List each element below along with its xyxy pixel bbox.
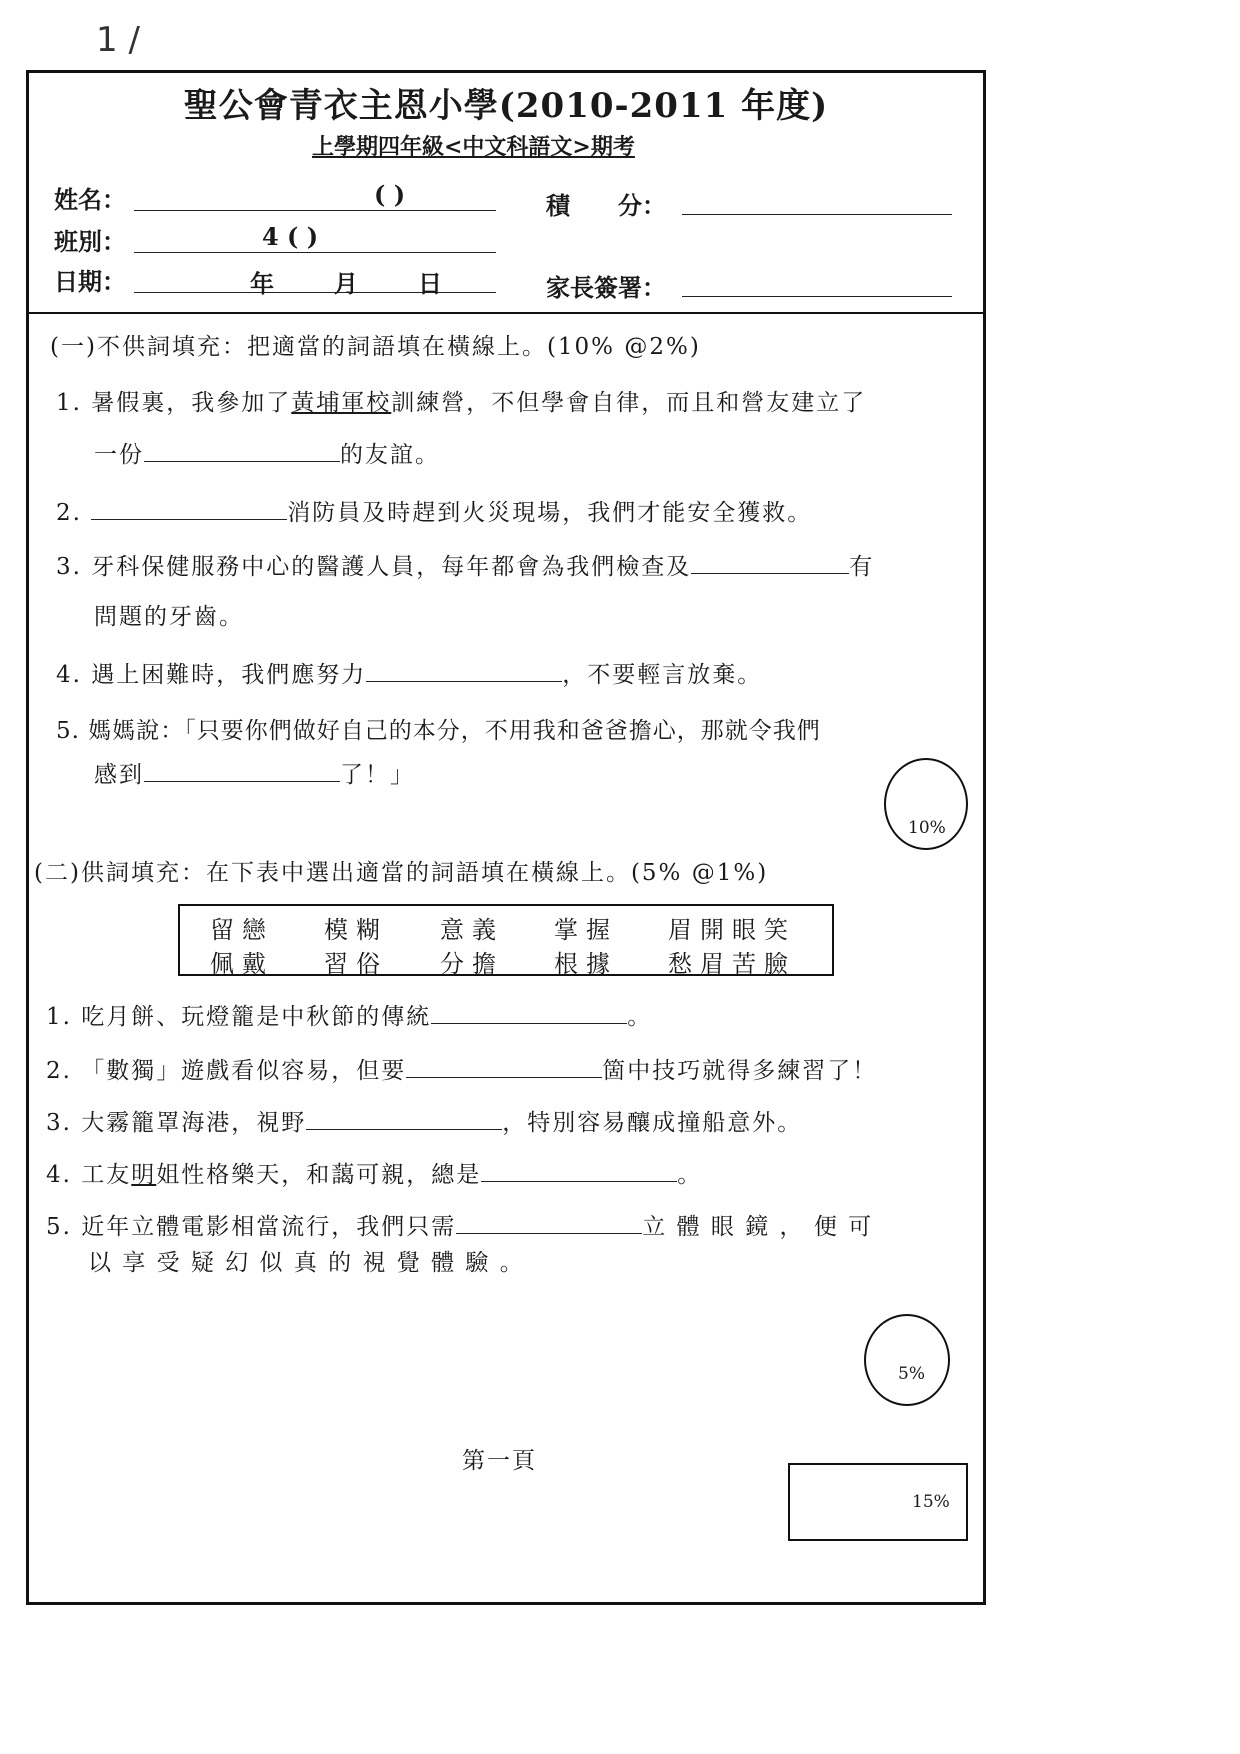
word-bank-item: 意義 (440, 916, 504, 944)
s1-q1-text-b: 訓練營，不但學會自律，而且和營友建立了 (391, 390, 867, 416)
parent-signature-field[interactable] (682, 296, 952, 297)
name-number-paren: ( ) (374, 180, 406, 209)
class-label: 班別： (54, 227, 126, 256)
exam-title: 上學期四年級<中文科語文>期考 (312, 134, 635, 160)
word-bank-item: 眉開眼笑 (668, 916, 796, 944)
word-bank-item: 根據 (554, 950, 618, 978)
word-bank-item: 留戀 (210, 916, 274, 944)
word-bank-item: 分擔 (440, 950, 504, 978)
s2-q3-text-b: ，特別容易釀成撞船意外。 (502, 1110, 803, 1136)
s1-q2-text-a: 消防員及時趕到火災現場，我們才能安全獲救。 (287, 500, 813, 526)
s1-q1-text-c: 一份 (94, 442, 144, 468)
s1-q5-blank[interactable] (144, 761, 340, 782)
s2-q5-number: 5. (46, 1214, 72, 1240)
section1-score: 10% (908, 818, 946, 838)
section2-heading: (二)供詞填充：在下表中選出適當的詞語填在橫線上。(5% @1%) (34, 860, 769, 886)
class-value: 4 ( ) (262, 222, 319, 251)
score-label: 積 分： (546, 191, 666, 220)
s1-q1-text-d: 的友誼。 (340, 442, 440, 468)
s1-q2-blank[interactable] (91, 499, 287, 520)
s1-q5-text-c: 了！」 (340, 762, 415, 788)
s2-q5-text-a: 近年立體電影相當流行，我們只需 (81, 1214, 457, 1240)
s2-q3-number: 3. (46, 1110, 72, 1136)
date-year: 年 (250, 269, 274, 298)
s2-q5-text-b: 立 體 眼 鏡 ， 便 可 (642, 1214, 874, 1240)
s1-q3-text-b: 有 (849, 554, 875, 580)
school-title: 聖公會青衣主恩小學(2010-2011 年度) (183, 86, 829, 126)
word-bank-item: 愁眉苦臉 (668, 950, 796, 978)
parent-signature-label: 家長簽署： (546, 273, 666, 302)
score-field[interactable] (682, 214, 952, 215)
s2-q2-text-b: 箇中技巧就得多練習了！ (602, 1058, 878, 1084)
s1-q1 (56, 384, 866, 417)
s1-q5-text-a: 媽媽說：「只要你們做好自己的本分，不用我和爸爸擔心，那就令我們 (88, 718, 821, 744)
s1-q1-proper-noun: 黃埔軍校 (291, 390, 392, 416)
s2-q1-number: 1. (46, 1004, 72, 1030)
s2-q1-text-b: 。 (627, 1004, 653, 1030)
s2-q5-blank[interactable] (456, 1213, 642, 1234)
s1-q5-text-b: 感到 (94, 762, 144, 788)
page-mark: 1 / (96, 20, 140, 60)
s1-q3-text-c: 問題的牙齒。 (94, 604, 244, 630)
s2-q4-text-c: 。 (677, 1162, 703, 1188)
s2-q4-text-b: 姐性格樂天，和藹可親，總是 (156, 1162, 482, 1188)
exam-frame (26, 70, 986, 1605)
s1-q4-blank[interactable] (366, 661, 562, 682)
s1-q4-text-b: ，不要輕言放棄。 (562, 662, 763, 688)
s2-q4-proper-noun: 明 (131, 1162, 157, 1188)
s2-q1-text-a: 吃月餅、玩燈籠是中秋節的傳統 (81, 1004, 432, 1030)
word-bank-item: 佩戴 (210, 950, 274, 978)
s1-q3-number: 3. (56, 554, 82, 580)
page-number: 第一頁 (462, 1448, 537, 1474)
s2-q4-text-a: 工友 (81, 1162, 132, 1188)
s2-q2-number: 2. (46, 1058, 72, 1084)
s2-q3-text-a: 大霧籠罩海港，視野 (81, 1110, 307, 1136)
section2-score: 5% (898, 1364, 925, 1384)
date-day: 日 (418, 269, 442, 298)
s1-q1-blank[interactable] (144, 441, 340, 462)
s1-q5-number: 5. (56, 718, 80, 744)
class-field[interactable] (134, 252, 496, 253)
s2-q1-blank[interactable] (431, 1003, 627, 1024)
s2-q3-blank[interactable] (306, 1109, 502, 1130)
name-field[interactable] (134, 210, 496, 211)
word-bank-item: 模糊 (324, 916, 388, 944)
date-month: 月 (334, 269, 358, 298)
s2-q2-text-a: 「數獨」遊戲看似容易，但要 (81, 1058, 407, 1084)
word-bank-item: 習俗 (324, 950, 388, 978)
s2-q4-number: 4. (46, 1162, 72, 1188)
s1-q1-text-a: 暑假裏，我參加了 (91, 390, 292, 416)
s1-q4-number: 4. (56, 662, 82, 688)
s1-q1-number: 1. (56, 390, 82, 416)
s1-q2-number: 2. (56, 500, 82, 526)
name-label: 姓名： (54, 185, 126, 214)
s1-q3-blank[interactable] (691, 553, 849, 574)
s1-q3-text-a: 牙科保健服務中心的醫護人員，每年都會為我們檢查及 (91, 554, 692, 580)
s2-q5-text-c: 以 享 受 疑 幻 似 真 的 視 覺 體 驗 。 (88, 1250, 525, 1276)
date-label: 日期： (54, 267, 126, 296)
section2-score-circle (864, 1314, 950, 1406)
section1-heading: (一)不供詞填充：把適當的詞語填在橫線上。(10% @2%) (50, 334, 701, 360)
total-score: 15% (912, 1492, 950, 1512)
word-bank-item: 掌握 (554, 916, 618, 944)
s2-q4-blank[interactable] (481, 1161, 677, 1182)
header-divider (26, 312, 986, 314)
s2-q2-blank[interactable] (406, 1057, 602, 1078)
s1-q4-text-a: 遇上困難時，我們應努力 (91, 662, 367, 688)
